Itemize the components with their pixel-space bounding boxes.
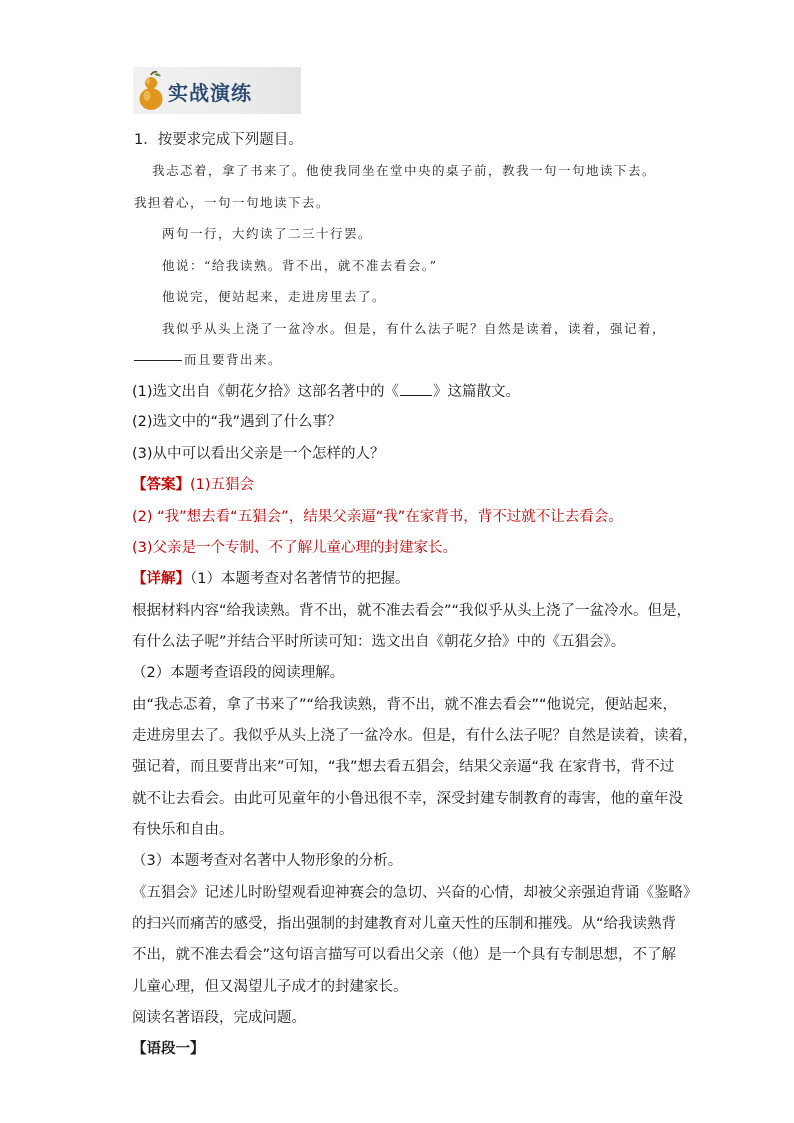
detail-line: 强记着，而且要背出来”可知，“我”想去看五猖会，结果父亲逼“我 在家背书，背不过 <box>132 759 675 775</box>
detail-line: 根据材料内容“给我读熟。背不出，就不准去看会”“我似乎从头上浇了一盆冷水。但是， <box>132 603 692 619</box>
passage-line-last <box>134 351 282 369</box>
answer-line-1 <box>132 476 254 494</box>
detail-line: （3）本题考查对名著中人物形象的分析。 <box>132 853 403 869</box>
passage-line: 我担着心，一句一句地读下去。 <box>134 195 331 210</box>
sub-question-1-pre: (1)选文出自《朝花夕拾》这部名著中的《 <box>132 384 400 400</box>
passage-line: 两句一行，大约读了二三十行罢。 <box>162 226 373 241</box>
dash-mark <box>134 360 182 361</box>
detail-line: 走进房里去了。我似乎从头上浇了一盆冷水。但是，有什么法子呢？自然是读着，读着， <box>132 728 698 744</box>
passage-line: 他说完，便站起来，走进房里去了。 <box>162 289 387 304</box>
next-heading: 【语段一】 <box>132 1041 205 1057</box>
detail-line: 的扫兴而痛苦的感受，指出强制的封建教育对儿童天性的压制和摧残。从“给我读熟背 <box>132 916 677 932</box>
detail-line: 有快乐和自由。 <box>132 822 234 838</box>
sub-question-1 <box>132 382 520 401</box>
passage-line: 我似乎从头上浇了一盆冷水。但是，有什么法子呢？自然是读着，读着，强记着， <box>162 321 667 336</box>
sub-question-3: (3)从中可以看出父亲是一个怎样的人？ <box>132 446 385 462</box>
detail-line: 《五猖会》记述儿时盼望观看迎神赛会的急切、兴奋的心情，却被父亲强迫背诵《鉴略》 <box>132 885 698 901</box>
passage-line: 我忐忑着，拿了书来了。他使我同坐在堂中央的桌子前，教我一句一句地读下去。 <box>152 163 657 178</box>
detail-text: （1）本题考查对名著情节的把握。 <box>190 571 410 587</box>
detail-line: 有什么法子呢”并结合平时所读可知：选文出自《朝花夕拾》中的《五猖会》。 <box>132 634 626 650</box>
detail-line: 就不让去看会。由此可见童年的小鲁迅很不幸，深受封建专制教育的毒害，他的童年没 <box>132 791 683 807</box>
sub-question-2: (2)选文中的“我”遇到了什么事？ <box>132 414 342 430</box>
answer-blank[interactable] <box>400 382 432 396</box>
next-instruction: 阅读名著语段，完成问题。 <box>132 1010 306 1026</box>
answer-label: 【答案】 <box>132 477 190 493</box>
detail-line-1 <box>132 570 409 588</box>
detail-line: 儿童心理，但又渴望儿子成才的封建家长。 <box>132 979 408 995</box>
sub-question-1-post: 》这篇散文。 <box>433 384 521 400</box>
passage-text: 而且要背出来。 <box>184 352 283 367</box>
answer-3: (3)父亲是一个专制、不了解儿童心理的封建家长。 <box>132 540 458 556</box>
question-number: 1．按要求完成下列题目。 <box>134 132 303 148</box>
answer-1: (1)五猖会 <box>190 477 255 493</box>
gourd-icon <box>134 69 168 113</box>
passage-line: 他说：“给我读熟。背不出，就不准去看会。” <box>162 258 438 273</box>
answer-2: (2) “我”想去看“五猖会”，结果父亲逼“我”在家背书，背不过就不让去看会。 <box>132 509 623 525</box>
section-title: 实战演练 <box>168 81 252 105</box>
detail-label: 【详解】 <box>132 571 190 587</box>
detail-line: （2）本题考查语段的阅读理解。 <box>132 665 345 681</box>
detail-line: 不出，就不准去看会”这句语言描写可以看出父亲（他）是一个具有专制思想，不了解 <box>132 947 677 963</box>
detail-line: 由“我忐忑着，拿了书来了”“给我读熟，背不出，就不准去看会”“他说完，便站起来， <box>132 697 678 713</box>
